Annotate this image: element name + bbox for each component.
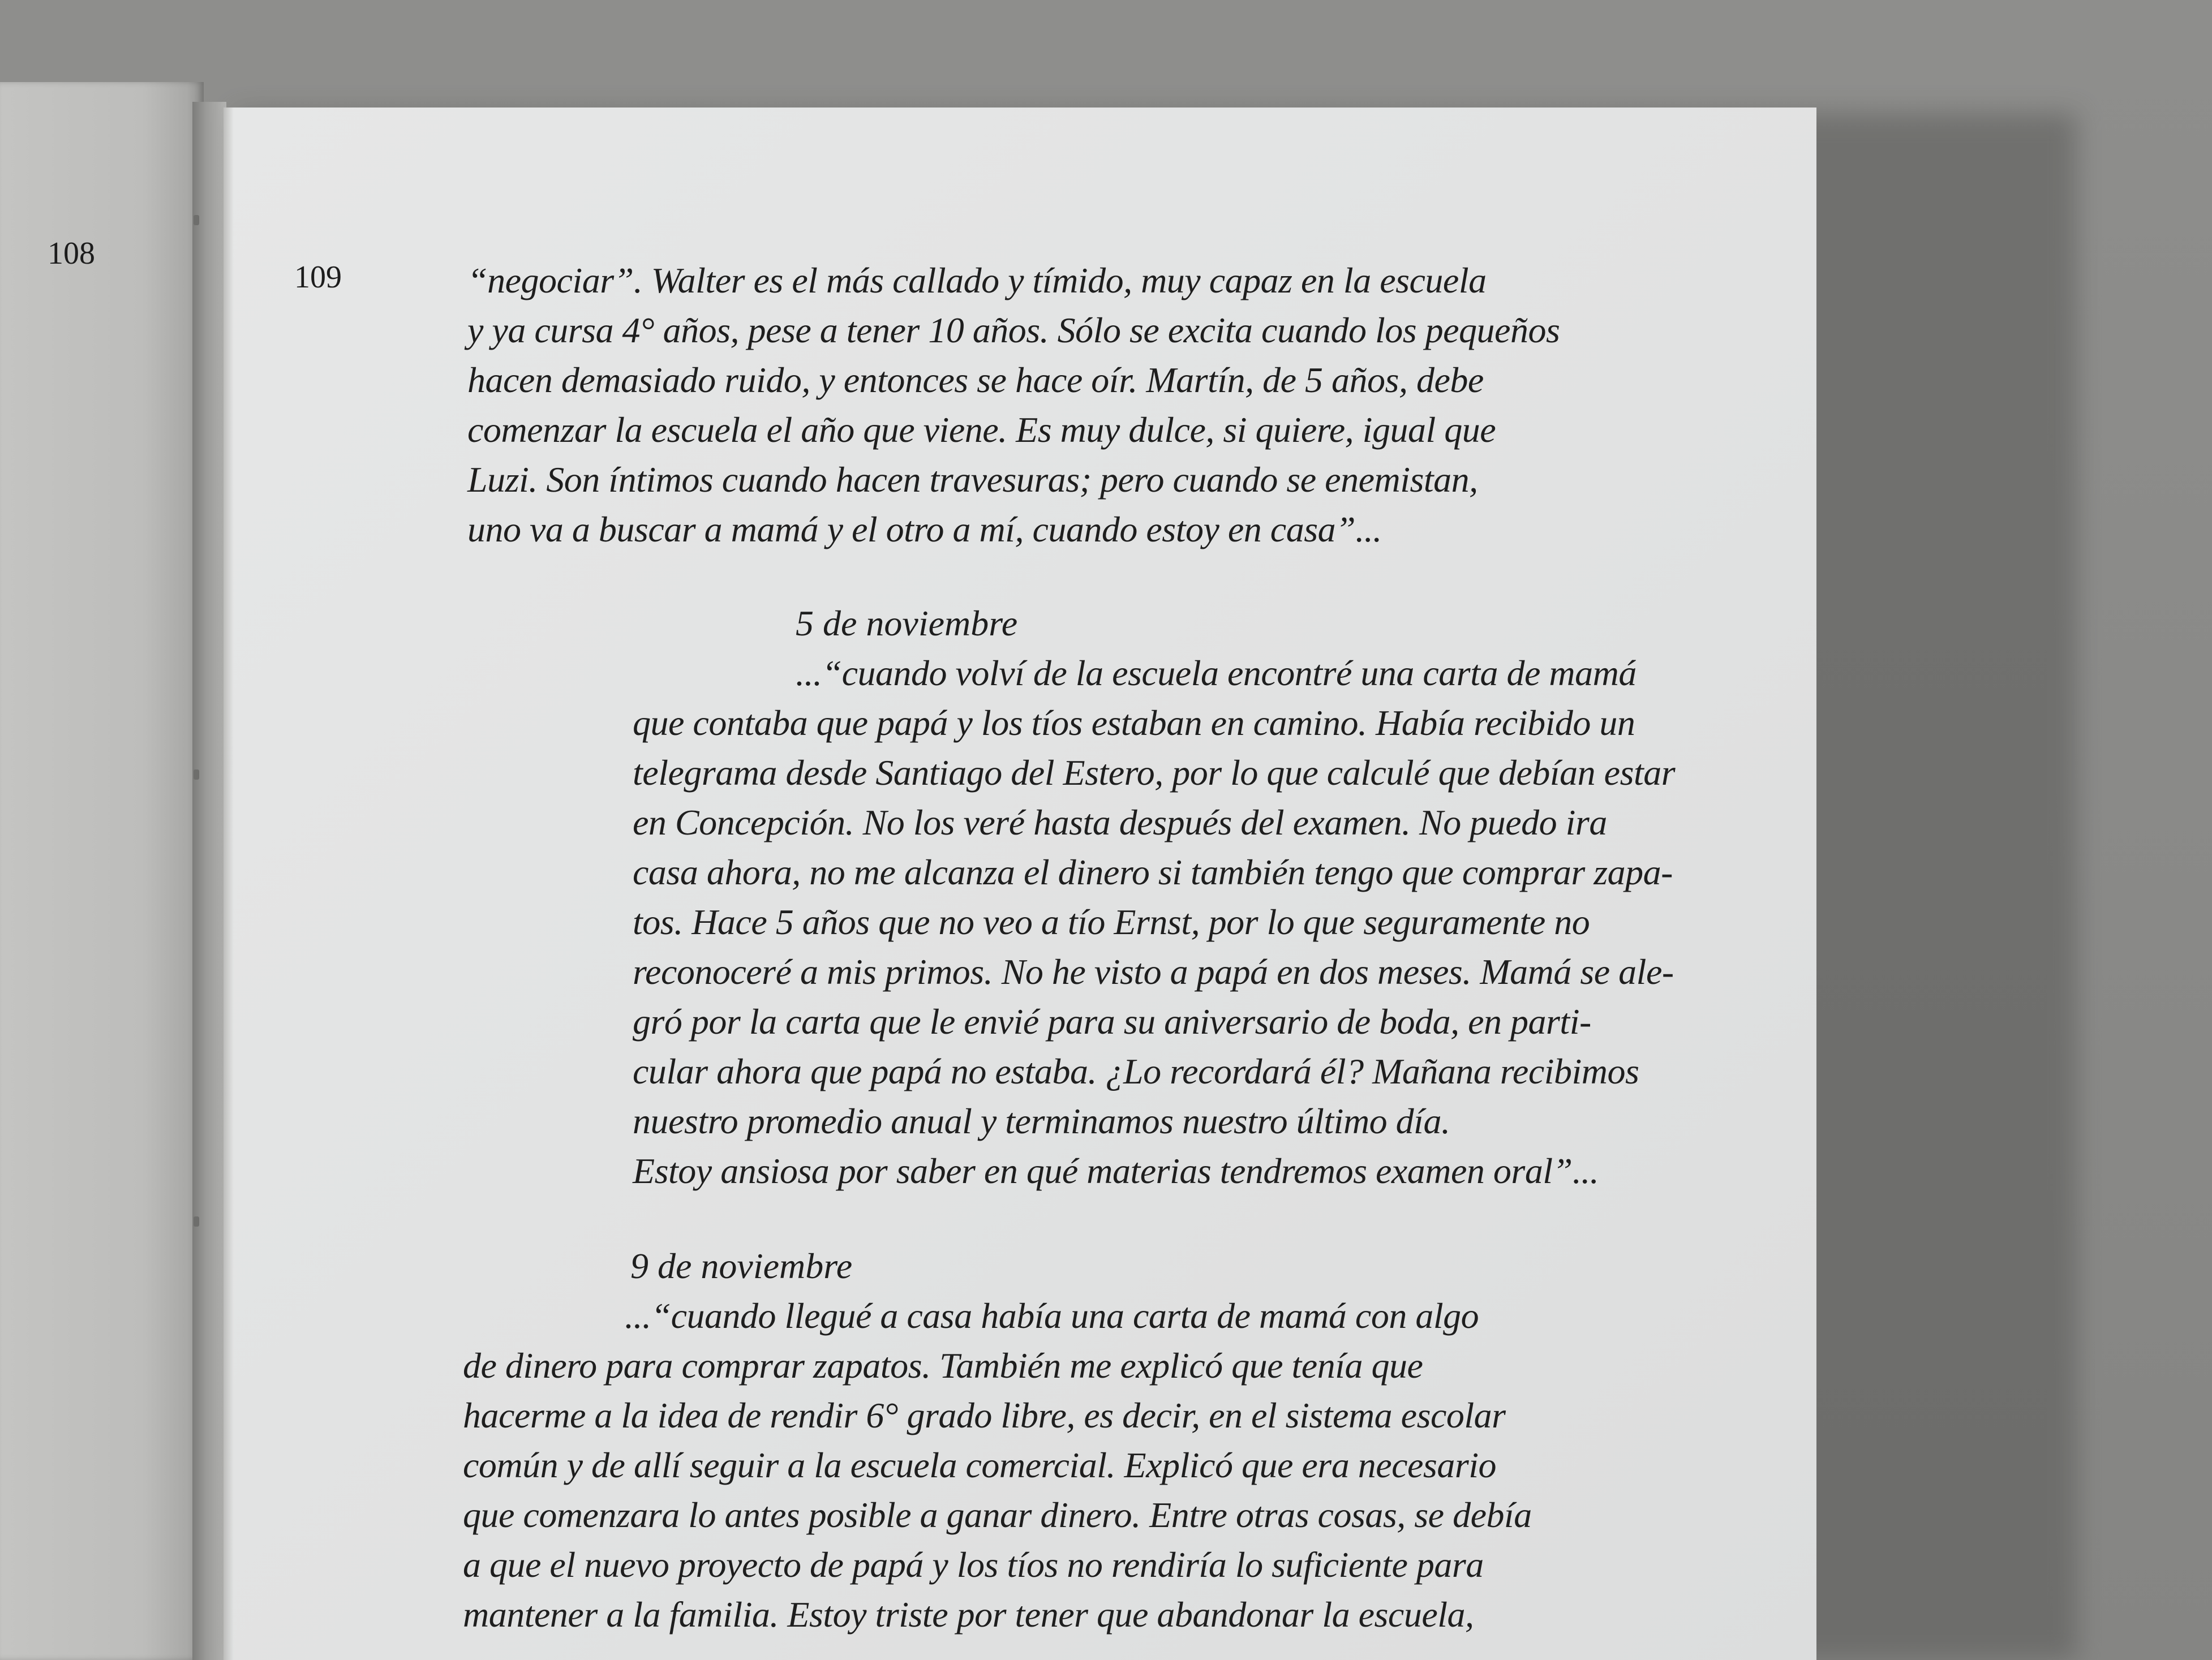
text-line: reconoceré a mis primos. No he visto a papá en dos meses. Mamá se ale- [633, 952, 1674, 992]
text-line: de dinero para comprar zapatos. También me explicó que tenía que [463, 1345, 1423, 1386]
text-line: común y de allí seguir a la escuela comercial. Explicó que era necesario [463, 1445, 1496, 1485]
text-line: y ya cursa 4° años, pese a tener 10 años. Sólo se excita cuando los pequeños [467, 310, 1560, 350]
text-line: “negociar”. Walter es el más callado y tímido, muy capaz en la escuela [467, 260, 1487, 300]
text-line: ...“cuando llegué a casa había una carta de mamá con algo [625, 1296, 1479, 1336]
right-page-number: 109 [294, 260, 342, 295]
text-line: en Concepción. No los veré hasta después del examen. No puedo ira [633, 802, 1607, 842]
text-line: mantener a la familia. Estoy triste por tener que abandonar la escuela, [463, 1594, 1474, 1635]
binding-stitch [194, 769, 199, 780]
left-page [0, 82, 204, 1660]
text-line: que contaba que papá y los tíos estaban en camino. Había recibido un [633, 703, 1635, 743]
entry-date-heading: 9 de noviembre [630, 1246, 853, 1286]
text-line: Estoy ansiosa por saber en qué materias tendremos examen oral”... [633, 1151, 1599, 1191]
text-line: nuestro promedio anual y terminamos nuestro último día. [633, 1101, 1450, 1141]
binding-stitch [194, 1216, 199, 1227]
text-line: cular ahora que papá no estaba. ¿Lo recordará él? Mañana recibimos [633, 1051, 1639, 1091]
text-line: comenzar la escuela el año que viene. Es muy dulce, si quiere, igual que [467, 410, 1496, 450]
text-line: gró por la carta que le envié para su aniversario de boda, en parti- [633, 1001, 1591, 1042]
binding-stitch [194, 215, 199, 225]
text-line: ...“cuando volví de la escuela encontré una carta de mamá [796, 653, 1637, 693]
text-line: a que el nuevo proyecto de papá y los tíos no rendiría lo suficiente para [463, 1545, 1484, 1585]
text-line: tos. Hace 5 años que no veo a tío Ernst, por lo que seguramente no [633, 902, 1590, 942]
text-line: hacerme a la idea de rendir 6° grado libre, es decir, en el sistema escolar [463, 1395, 1506, 1435]
entry-date-heading: 5 de noviembre [796, 603, 1018, 643]
text-line: Luzi. Son íntimos cuando hacen travesuras; pero cuando se enemistan, [467, 459, 1478, 500]
text-line: que comenzara lo antes posible a ganar dinero. Entre otras cosas, se debía [463, 1495, 1532, 1535]
text-line: uno va a buscar a mamá y el otro a mí, cuando estoy en casa”... [467, 509, 1382, 549]
left-page-number: 108 [48, 236, 95, 271]
page-edge [224, 107, 234, 1660]
book-spine [192, 102, 226, 1660]
text-line: telegrama desde Santiago del Estero, por lo que calculé que debían estar [633, 752, 1676, 793]
text-line: hacen demasiado ruido, y entonces se hace oír. Martín, de 5 años, debe [467, 360, 1484, 400]
text-line: casa ahora, no me alcanza el dinero si también tengo que comprar zapa- [633, 852, 1673, 892]
